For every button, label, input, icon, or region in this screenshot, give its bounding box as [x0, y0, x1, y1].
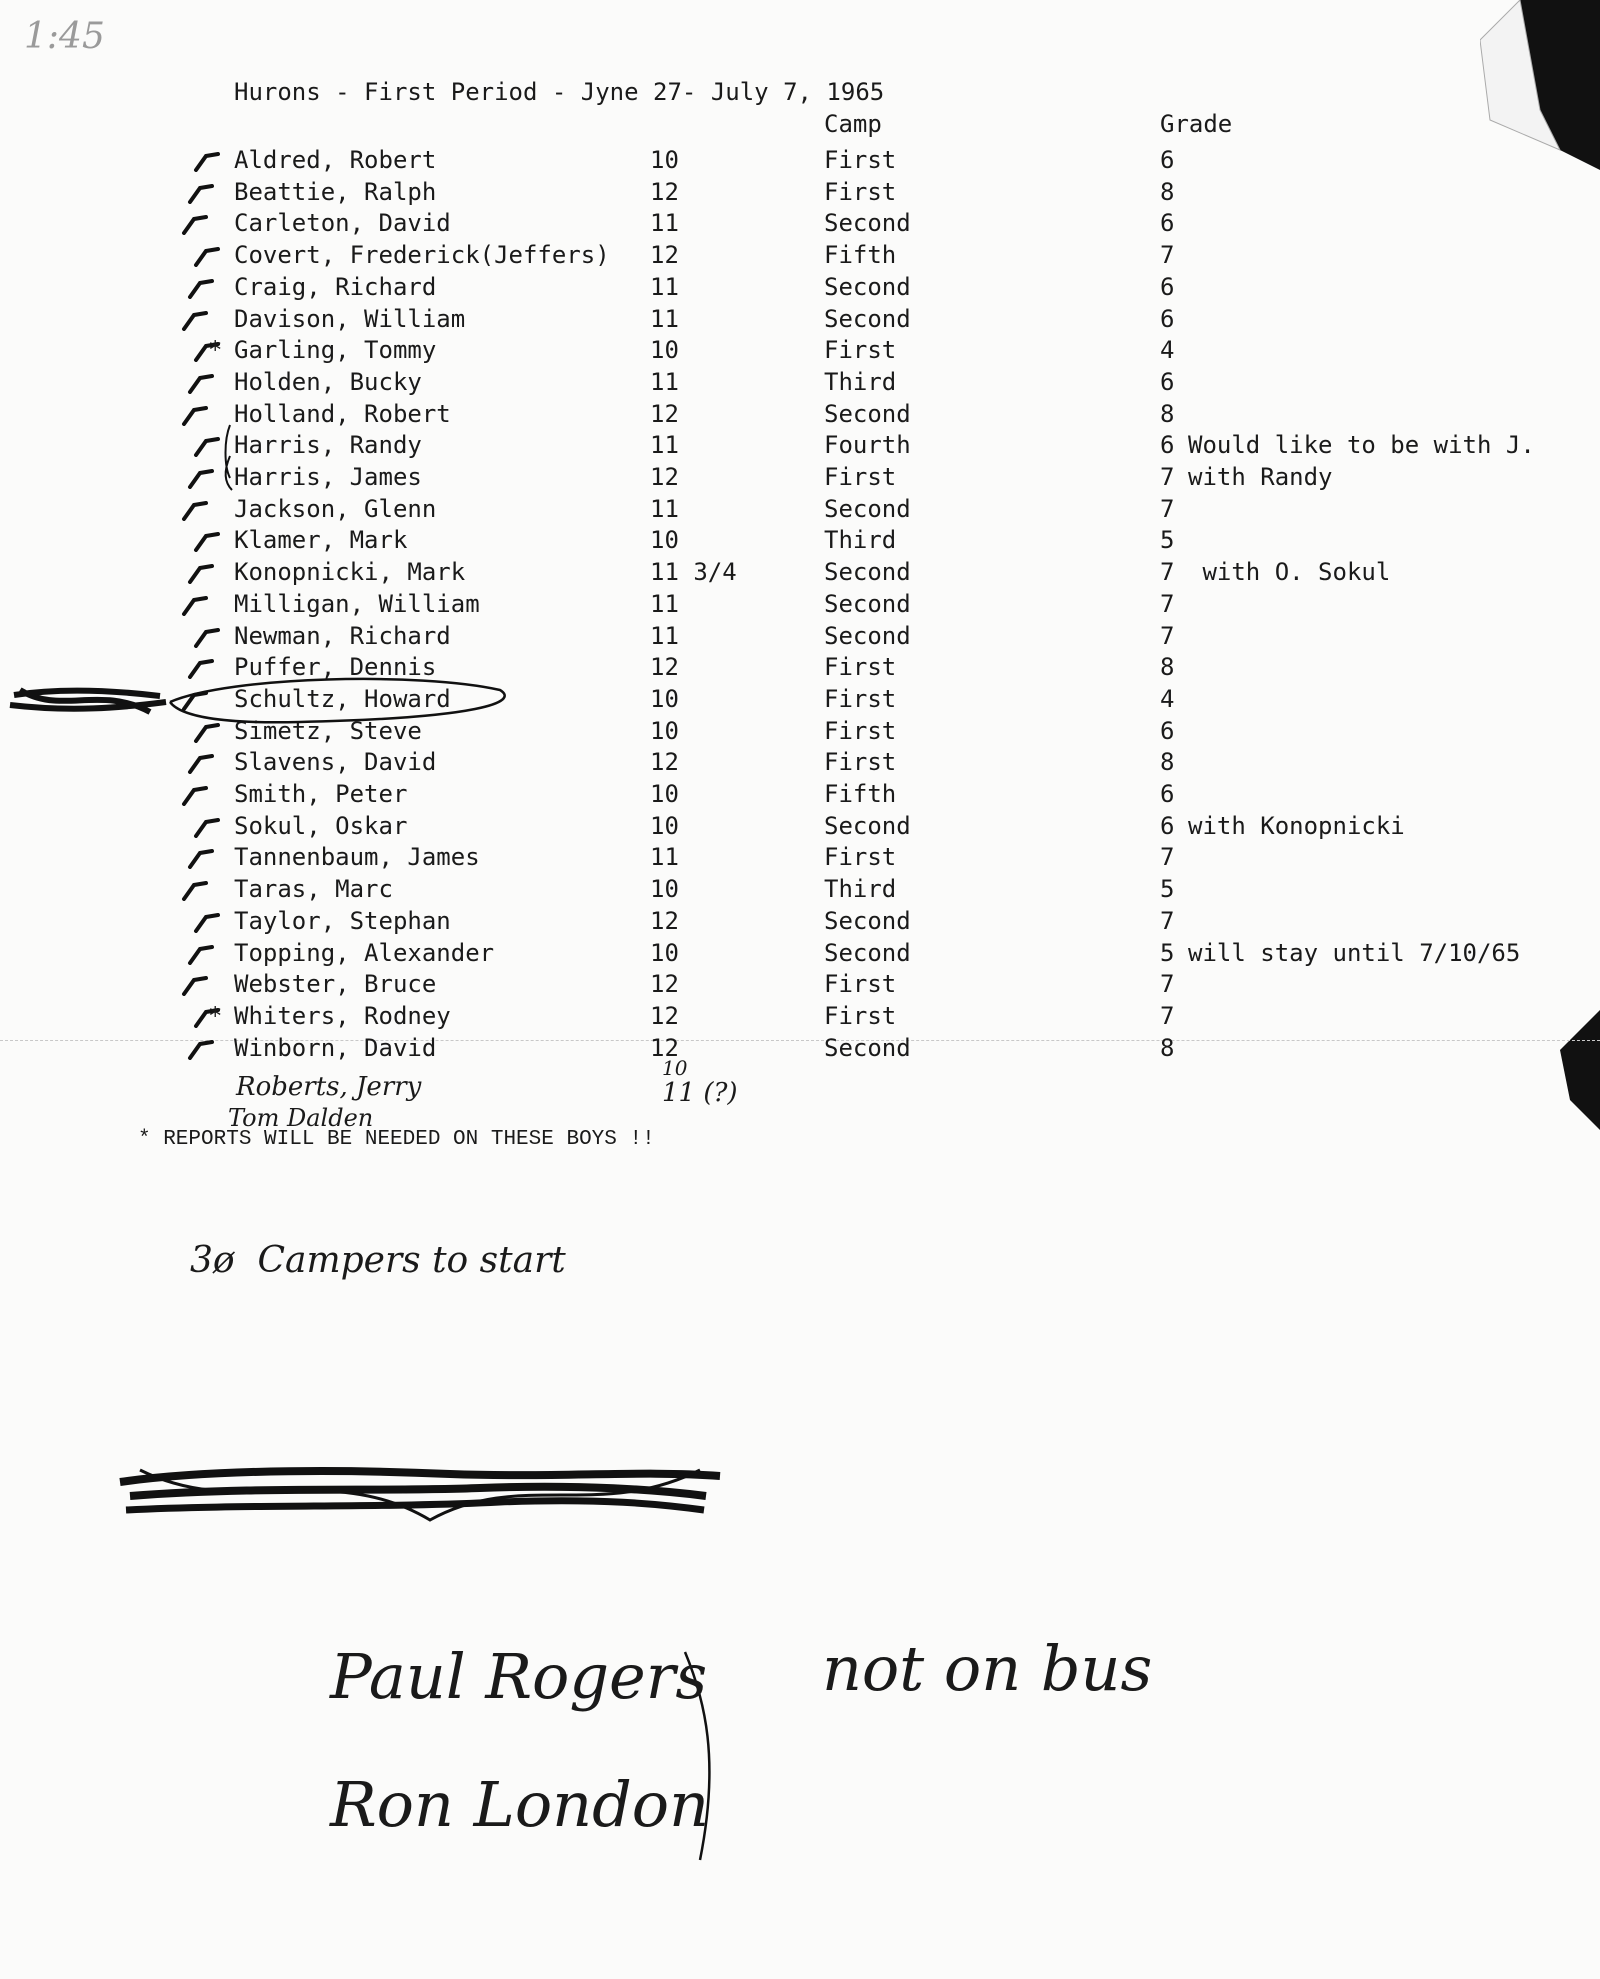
camper-name: Taras, Marc	[234, 875, 393, 904]
camper-camp: Second	[824, 811, 911, 840]
camper-age: 12	[650, 1033, 679, 1062]
camper-grade: 8	[1160, 1033, 1175, 1062]
camper-age: 10	[650, 684, 679, 713]
camper-name: Milligan, William	[234, 589, 480, 618]
camper-camp: First	[824, 177, 897, 206]
camper-camp: First	[824, 146, 897, 174]
camper-grade: 6	[1160, 780, 1175, 808]
camper-camp: Third	[824, 526, 897, 555]
camper-camp: Second	[824, 1033, 911, 1062]
camper-camp: Fifth	[824, 241, 897, 270]
camper-name: Simetz, Steve	[234, 716, 422, 745]
camper-camp: Second	[824, 304, 911, 333]
handwritten-age-top-1: 10	[662, 1056, 688, 1080]
camper-name: Sokul, Oskar	[234, 811, 408, 840]
camper-grade: 4	[1160, 336, 1175, 365]
camper-camp: Second	[824, 494, 911, 523]
camper-grade: 8	[1160, 177, 1175, 206]
camper-camp: First	[824, 1001, 897, 1030]
camper-grade: 6	[1160, 146, 1175, 174]
camper-name: Davison, William	[234, 304, 466, 333]
camper-age: 11	[650, 843, 679, 872]
camper-grade: 5	[1160, 938, 1175, 967]
camper-age: 10	[650, 526, 679, 555]
asterisk-icon: *	[208, 336, 223, 365]
camper-grade: 6	[1160, 209, 1175, 238]
camper-age: 11	[650, 367, 679, 396]
camper-camp: Second	[824, 272, 911, 301]
camper-age: 12	[650, 748, 679, 777]
camper-name: Winborn, David	[234, 1033, 437, 1062]
camper-grade: 7	[1160, 906, 1175, 935]
camper-name: Taylor, Stephan	[234, 906, 451, 935]
camper-age: 10	[650, 811, 679, 840]
camper-name: Aldred, Robert	[234, 146, 437, 174]
camper-camp: First	[824, 716, 897, 745]
camper-grade: 7	[1160, 589, 1175, 618]
camper-camp: Fifth	[824, 780, 897, 808]
camper-grade: 6	[1160, 716, 1175, 745]
camper-camp: First	[824, 748, 897, 777]
camper-note: with Konopnicki	[1188, 811, 1405, 840]
camper-age: 10	[650, 780, 679, 808]
camper-age: 10	[650, 336, 679, 365]
handwritten-name-2: Tom Dalden	[228, 1104, 374, 1132]
camper-grade: 7	[1160, 621, 1175, 650]
camper-name: Puffer, Dennis	[234, 653, 437, 682]
camper-age: 11	[650, 589, 679, 618]
handwritten-age-1: 11 (?)	[662, 1078, 738, 1108]
camper-name: Carleton, David	[234, 209, 451, 238]
camper-note: will stay until 7/10/65	[1188, 938, 1521, 967]
footnote: * REPORTS WILL BE NEEDED ON THESE BOYS !!	[138, 1128, 655, 1151]
camper-age: 10	[650, 716, 679, 745]
camper-grade: 7	[1160, 558, 1175, 587]
camper-age: 11	[650, 494, 679, 523]
camper-camp: Fourth	[824, 431, 911, 460]
camper-age: 12	[650, 177, 679, 206]
camper-camp: Second	[824, 938, 911, 967]
camper-name: Klamer, Mark	[234, 526, 408, 555]
camper-name: Craig, Richard	[234, 272, 437, 301]
header-grade: Grade	[1160, 110, 1233, 138]
camper-camp: Second	[824, 621, 911, 650]
camper-grade: 7	[1160, 843, 1175, 872]
camper-name: Topping, Alexander	[234, 938, 495, 967]
camper-grade: 7	[1160, 494, 1175, 523]
camper-name: Slavens, David	[234, 748, 437, 777]
camper-camp: Second	[824, 558, 911, 587]
camper-age: 12	[650, 399, 679, 428]
camper-name: Smith, Peter	[234, 780, 408, 808]
camper-grade: 6	[1160, 304, 1175, 333]
page-title: Hurons - First Period - Jyne 27- July 7, 1965	[234, 78, 885, 106]
camper-name: Konopnicki, Mark	[234, 558, 466, 587]
camper-age: 11	[650, 431, 679, 460]
camper-grade: 8	[1160, 653, 1175, 682]
camper-age: 12	[650, 653, 679, 682]
camper-camp: Second	[824, 399, 911, 428]
camper-name: Holland, Robert	[234, 399, 451, 428]
camper-age: 10	[650, 938, 679, 967]
camper-camp: First	[824, 463, 897, 491]
camper-age: 11	[650, 272, 679, 301]
camper-age: 12	[650, 906, 679, 935]
camper-grade: 8	[1160, 399, 1175, 428]
camper-age: 11	[650, 209, 679, 238]
camper-age: 12	[650, 241, 679, 270]
camper-name: Holden, Bucky	[234, 367, 422, 396]
camper-note: Would like to be with J.	[1188, 431, 1535, 460]
camper-camp: First	[824, 684, 897, 713]
camper-camp: Second	[824, 209, 911, 238]
camper-grade: 5	[1160, 875, 1175, 904]
camper-age: 10	[650, 146, 679, 174]
camper-grade: 6	[1160, 367, 1175, 396]
camper-age: 12	[650, 970, 679, 999]
camper-name: Newman, Richard	[234, 621, 451, 650]
camper-grade: 7	[1160, 970, 1175, 999]
camper-name: Beattie, Ralph	[234, 177, 437, 206]
camper-name: Garling, Tommy	[234, 336, 437, 365]
handwritten-not-on-bus: not on bus	[822, 1632, 1153, 1705]
camper-age: 11 3/4	[650, 558, 737, 587]
camper-name: Jackson, Glenn	[234, 494, 437, 523]
camper-grade: 4	[1160, 684, 1175, 713]
camper-note: with Randy	[1188, 463, 1333, 491]
camper-name: Harris, Randy	[234, 431, 422, 460]
handwritten-name-1: Roberts, Jerry	[236, 1072, 422, 1102]
camper-camp: Third	[824, 875, 897, 904]
camper-name: Webster, Bruce	[234, 970, 437, 999]
camper-name: Schultz, Howard	[234, 684, 451, 713]
camper-age: 11	[650, 304, 679, 333]
camper-name: Covert, Frederick(Jeffers)	[234, 241, 610, 270]
camper-age: 11	[650, 621, 679, 650]
camper-age: 12	[650, 463, 679, 491]
camper-name: Tannenbaum, James	[234, 843, 480, 872]
camper-age: 12	[650, 1001, 679, 1030]
handwritten-name-paul: Paul Rogers	[330, 1640, 708, 1713]
camper-name: Harris, James	[234, 463, 422, 491]
camper-camp: First	[824, 336, 897, 365]
camper-grade: 7	[1160, 1001, 1175, 1030]
camper-camp: First	[824, 970, 897, 999]
camper-grade: 8	[1160, 748, 1175, 777]
camper-grade: 6	[1160, 431, 1175, 460]
camper-camp: Second	[824, 589, 911, 618]
header-camp: Camp	[824, 110, 882, 138]
camper-grade: 7	[1160, 463, 1175, 491]
camper-camp: Second	[824, 906, 911, 935]
camper-name: Whiters, Rodney	[234, 1001, 451, 1030]
camper-grade: 6	[1160, 811, 1175, 840]
camper-camp: First	[824, 653, 897, 682]
handwritten-campers-note: 3ø Campers to start	[190, 1240, 566, 1281]
camper-grade: 7	[1160, 241, 1175, 270]
camper-camp: Third	[824, 367, 897, 396]
asterisk-icon: *	[208, 1001, 223, 1030]
handwritten-name-ron: Ron London	[330, 1768, 710, 1841]
camper-grade: 6	[1160, 272, 1175, 301]
pencil-note: 1:45	[24, 16, 105, 57]
camper-note: with O. Sokul	[1188, 558, 1391, 587]
camper-age: 10	[650, 875, 679, 904]
camper-grade: 5	[1160, 526, 1175, 555]
camper-camp: First	[824, 843, 897, 872]
